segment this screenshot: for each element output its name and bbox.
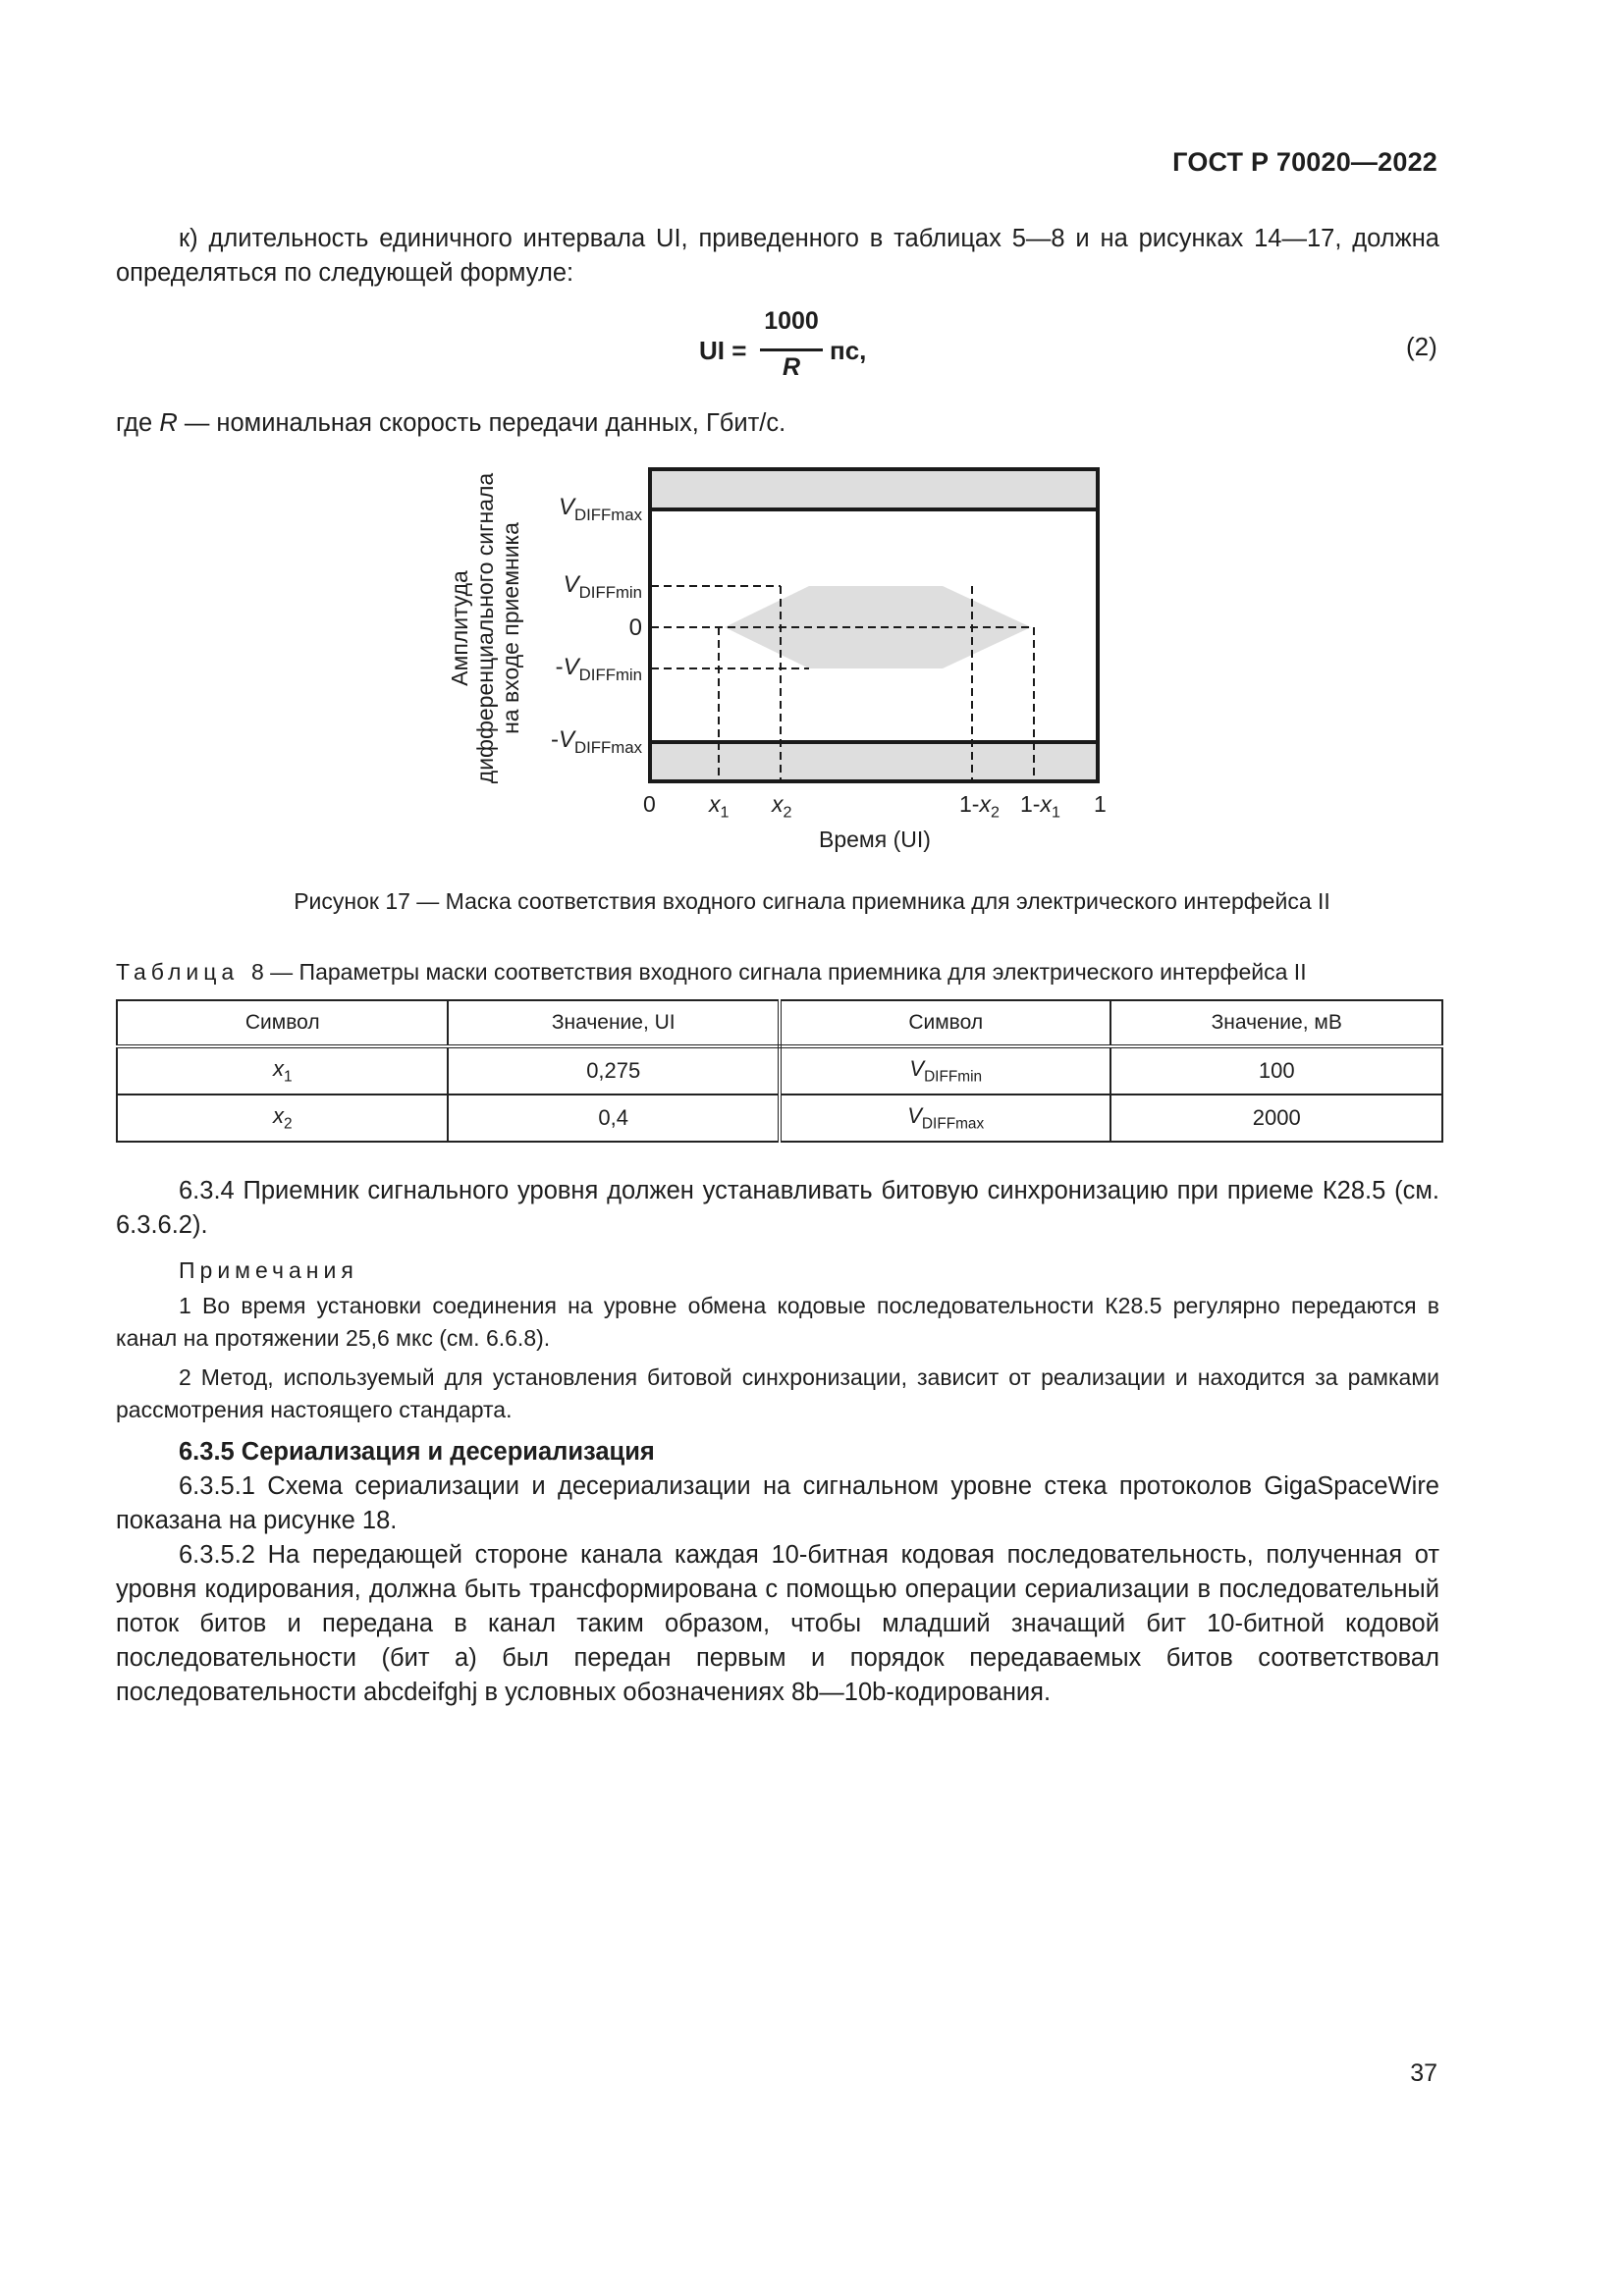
y-tick-neg-vdiffmin: $-V_{DIFFmin}$: [555, 654, 642, 684]
header-symbol-2: Символ: [780, 1000, 1110, 1046]
heading-text: 6.3.5 Сериализация и десериализация: [179, 1438, 655, 1466]
x-tick-x1: $x_1$: [709, 791, 730, 822]
x-tick-1-x1: $1-x_1$: [1020, 791, 1060, 822]
y-tick-vdiffmax: $V_{DIFFmax}$: [558, 494, 642, 524]
x-tick-1: 1: [1094, 791, 1107, 817]
header-symbol-1: Символ: [117, 1000, 448, 1046]
y-axis-title-line-1: Амплитуда: [447, 570, 472, 686]
where-text: — номинальная скорость передачи данных, Гбит/с.: [177, 409, 786, 437]
cell-symbol-vdiffmin: $V_{DIFFmin}$: [780, 1046, 1110, 1095]
cell-symbol-x1: $x_1$: [117, 1046, 448, 1095]
cell-value-x1: 0,275: [448, 1046, 780, 1095]
section-heading-6-3-5: [116, 1435, 1439, 1469]
document-id-header: ГОСТ Р 70020—2022: [1172, 147, 1437, 177]
figure-caption: Рисунок 17 — Маска соответствия входного сигнала приемника для электрического интерфейса II: [294, 888, 1330, 914]
notes-title: [116, 1255, 1439, 1287]
note-2: [116, 1362, 1439, 1426]
paragraph-6-3-5-2: [116, 1538, 1439, 1710]
table-header-row: [117, 1000, 1442, 1046]
y-tick-vdiffmin: $V_{DIFFmin}$: [563, 571, 642, 602]
table-row: [117, 1095, 1442, 1142]
x-axis-title: Время (UI): [819, 827, 931, 852]
y-axis-title-line-3: на входе приемника: [498, 522, 523, 734]
header-value-ui: Значение, UI: [448, 1000, 780, 1046]
formula-denominator: R: [782, 353, 801, 381]
table-8: [116, 999, 1443, 1143]
formula-number: (2): [1406, 332, 1437, 361]
header-value-mv: Значение, мВ: [1110, 1000, 1442, 1046]
x-tick-1-x2: $1-x_2$: [959, 791, 1000, 822]
cell-value-x2: 0,4: [448, 1095, 780, 1142]
x-tick-x2: $x_2$: [772, 791, 792, 822]
cell-value-vdiffmin: 100: [1110, 1046, 1442, 1095]
table-caption: [116, 959, 1307, 986]
note-text: 1 Во время установки соединения на уровне обмена кодовые последовательности К28.5 регулярно передаются в канал на протяжении 25,6 мкс (см. 6.6.8).: [116, 1293, 1439, 1351]
note-1: [116, 1290, 1439, 1355]
cell-symbol-vdiffmax: $V_{DIFFmax}$: [780, 1095, 1110, 1142]
paragraph-6-3-4: [116, 1174, 1439, 1243]
formula-lhs: UI =: [699, 336, 747, 365]
page-number: 37: [1410, 2059, 1437, 2087]
figure-17: [0, 0, 1624, 883]
table-caption-label: Таблица: [116, 959, 240, 985]
where-prefix: где: [116, 409, 160, 437]
formula-unit: пс,: [830, 336, 867, 365]
cell-symbol-x2: $x_2$: [117, 1095, 448, 1142]
eye-mask-diagram: [0, 0, 1624, 883]
paragraph-text: 6.3.4 Приемник сигнального уровня должен устанавливать битовую синхронизацию при приеме К28.5 (см. 6.3.6.2).: [116, 1177, 1439, 1239]
paragraph-text: к) длительность единичного интервала UI, приведенного в таблицах 5—8 и на рисунках 14—17, должна определяться по следующей формуле:: [116, 225, 1439, 287]
paragraph-text: 6.3.5.1 Схема сериализации и десериализации на сигнальном уровне стека протоколов GigaSpaceWire показана на рисунке 18.: [116, 1472, 1439, 1534]
y-tick-neg-vdiffmax: $-V_{DIFFmax}$: [550, 726, 642, 757]
cell-value-vdiffmax: 2000: [1110, 1095, 1442, 1142]
y-axis-title-line-2: дифференциального сигнала: [472, 472, 498, 784]
table-caption-text: 8 — Параметры маски соответствия входного сигнала приемника для электрического интерфейса II: [250, 959, 1307, 985]
formula-numerator: 1000: [764, 307, 819, 335]
x-tick-0: 0: [643, 791, 656, 817]
paragraph-6-3-5-1: [116, 1469, 1439, 1538]
where-var: R: [159, 409, 178, 437]
paragraph-text: 6.3.5.2 На передающей стороне канала каждая 10-битная кодовая последовательность, полученная от уровня кодирования, должна быть трансформирована с помощью операции сериализации в последовательный поток битов и передана в канал таким образом, чтобы младший значащий бит 10-битной кодовой последовательности (бит а) был передан первым и порядок передаваемых битов соответствовал последовательности abcdeifghj в условных обозначениях 8b—10b-кодирования.: [116, 1541, 1439, 1706]
y-tick-zero: 0: [628, 614, 642, 641]
upper-forbidden-region: [651, 470, 1098, 509]
note-text: 2 Метод, используемый для установления битовой синхронизации, зависит от реализации и находится за рамками рассмотрения настоящего стандарта.: [116, 1364, 1439, 1422]
notes-title-text: Примечания: [179, 1257, 358, 1283]
table-row: [117, 1046, 1442, 1095]
